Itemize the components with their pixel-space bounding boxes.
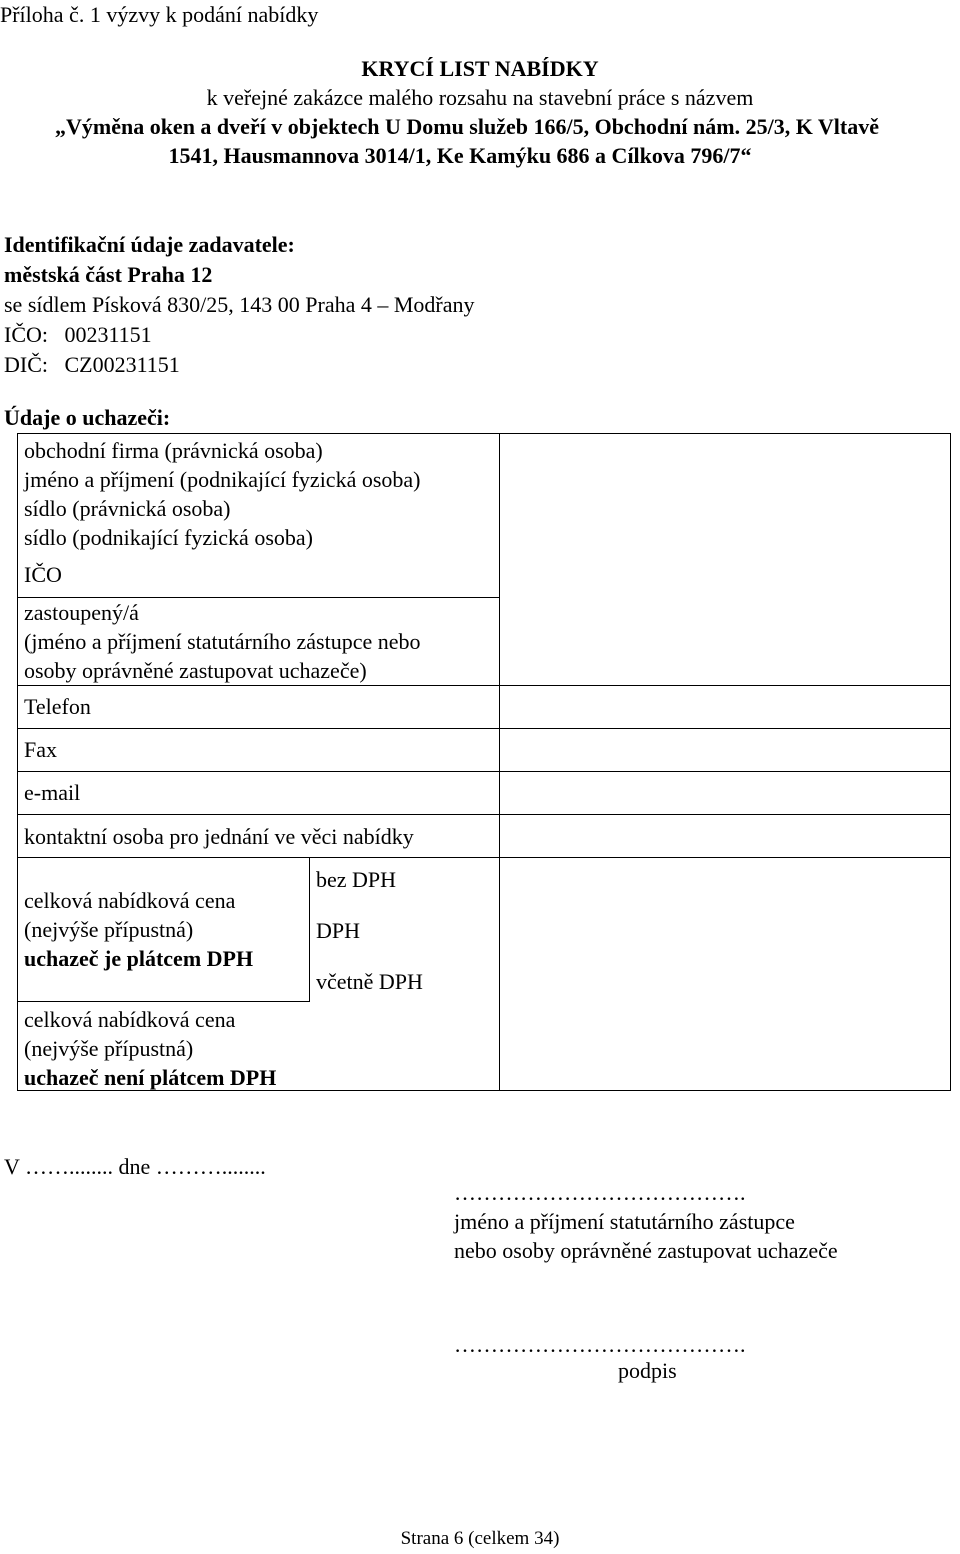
label-sidlo-fo: sídlo (podnikající fyzická osoba) (24, 525, 313, 550)
document-title: KRYCÍ LIST NABÍDKY (361, 56, 599, 81)
price-nonpayer-line2: (nejvýše přípustná) (24, 1036, 194, 1061)
contract-name-line2: 1541, Hausmannova 3014/1, Ke Kamýku 686 a Cílkova 796/7“ (168, 143, 752, 168)
signature-label1: jméno a příjmení statutárního zástupce (454, 1209, 795, 1234)
place-date-line: V ……........ dne ………........ (4, 1154, 266, 1179)
value-cell-email[interactable] (499, 771, 951, 815)
label-zastoupeny: zastoupený/á (24, 600, 139, 625)
price-payer-line1: celková nabídková cena (24, 888, 236, 913)
label-ico: IČO (24, 562, 62, 587)
attachment-line: Příloha č. 1 výzvy k podání nabídky (0, 2, 319, 27)
price-nonpayer-labels (24, 1005, 276, 1092)
row-divider (17, 728, 500, 729)
authority-name: městská část Praha 12 (4, 262, 213, 287)
price-payer-line2: (nejvýše přípustná) (24, 917, 194, 942)
applicant-heading: Údaje o uchazeči: (4, 405, 171, 430)
document-subtitle: k veřejné zakázce malého rozsahu na stavební práce s názvem (206, 85, 754, 110)
contract-name-line1: „Výměna oken a dveří v objektech U Domu služeb 166/5, Obchodní nám. 25/3, K Vltavě (54, 114, 879, 139)
row-company-labels (24, 436, 420, 589)
value-cell-kontakt[interactable] (499, 814, 951, 858)
label-vcetne-dph: včetně DPH (316, 969, 423, 994)
podpis-label: podpis (618, 1358, 677, 1383)
row-divider (17, 685, 500, 686)
value-cell-company[interactable] (499, 433, 951, 686)
title-block (0, 54, 960, 170)
price-payer-labels (24, 886, 253, 973)
dph-column-divider (309, 857, 310, 1002)
row-divider (17, 1001, 310, 1002)
label-kontakt: kontaktní osoba pro jednání ve věci nabídky (24, 824, 414, 849)
authority-address: se sídlem Písková 830/25, 143 00 Praha 4 – Modřany (4, 292, 475, 317)
value-cell-fax[interactable] (499, 728, 951, 772)
podpis-dots: …………………………………. (454, 1332, 746, 1357)
signature-block (454, 1178, 838, 1265)
row-divider (17, 814, 500, 815)
label-telefon: Telefon (24, 694, 91, 719)
authority-heading: Identifikační údaje zadavatele: (4, 232, 295, 257)
price-nonpayer-line3: uchazeč není plátcem DPH (24, 1065, 277, 1090)
value-cell-price[interactable] (499, 857, 951, 1091)
authority-ico: IČO: 00231151 (4, 322, 152, 347)
signature-dots: …………………………………. (454, 1180, 746, 1205)
label-sidlo-po: sídlo (právnická osoba) (24, 496, 231, 521)
contracting-authority (4, 230, 475, 380)
signature-label2: nebo osoby oprávněné zastupovat uchazeče (454, 1238, 838, 1263)
label-email: e-mail (24, 780, 81, 805)
row-zastoupeny-labels (24, 598, 420, 685)
value-cell-telefon[interactable] (499, 685, 951, 729)
label-zastoupeny-detail1: (jméno a příjmení statutárního zástupce nebo (24, 629, 421, 654)
label-bez-dph: bez DPH (316, 867, 397, 892)
price-payer-line3: uchazeč je plátcem DPH (24, 946, 254, 971)
label-firma: obchodní firma (právnická osoba) (24, 438, 323, 463)
price-nonpayer-line1: celková nabídková cena (24, 1007, 236, 1032)
row-divider (17, 857, 500, 858)
label-jmeno: jméno a příjmení (podnikající fyzická osoba) (24, 467, 421, 492)
page-number: Strana 6 (celkem 34) (400, 1528, 560, 1549)
label-zastoupeny-detail2: osoby oprávněné zastupovat uchazeče) (24, 658, 367, 683)
row-divider (17, 771, 500, 772)
label-dph: DPH (316, 918, 361, 943)
label-fax: Fax (24, 737, 57, 762)
authority-dic: DIČ: CZ00231151 (4, 352, 180, 377)
